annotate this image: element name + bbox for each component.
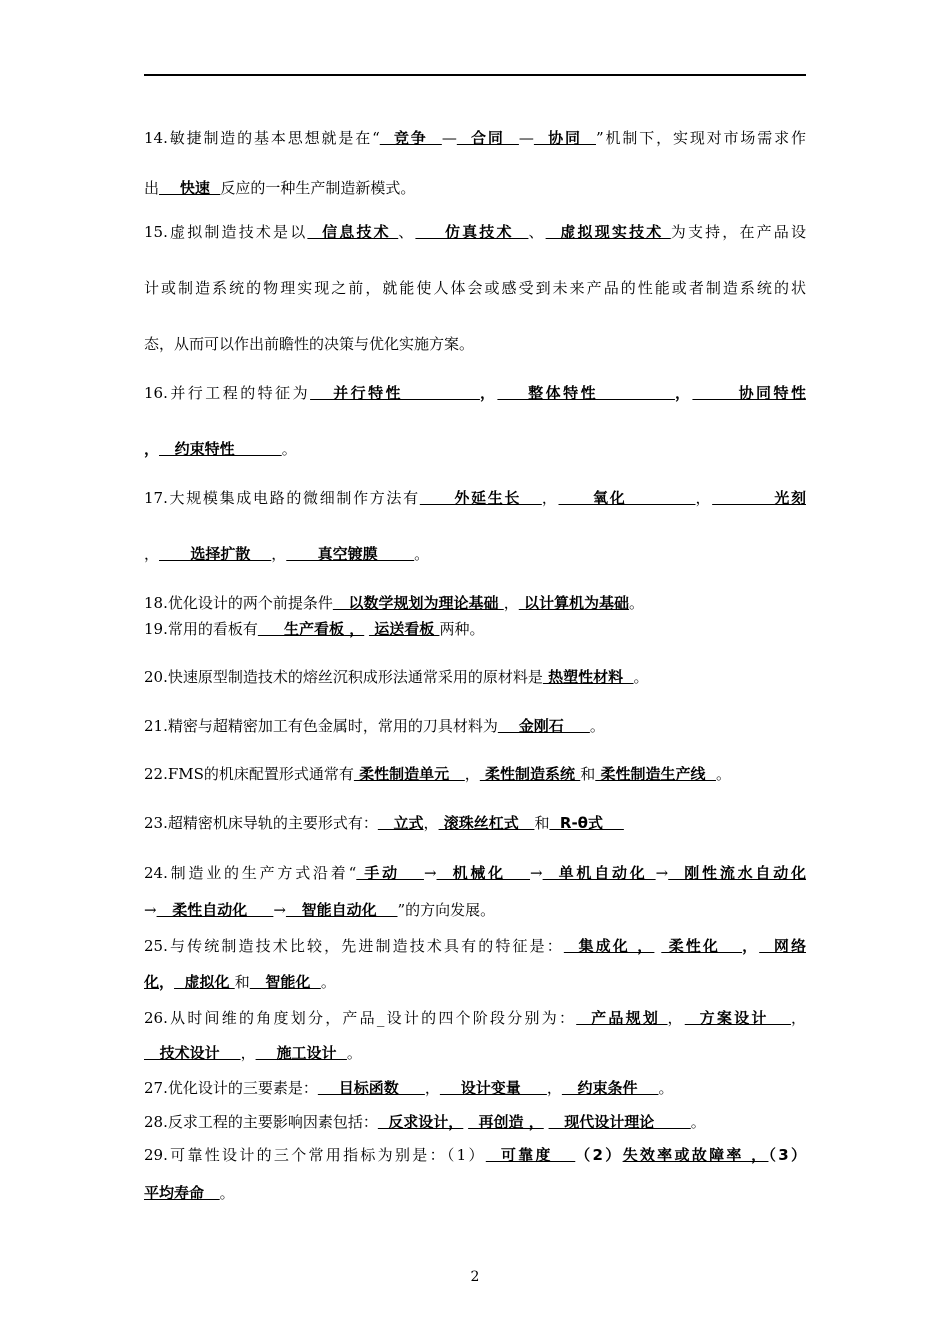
q23-text: 23.超精密机床导轨的主要形式有： — [144, 814, 378, 832]
q28-line — [144, 1112, 806, 1132]
q18-sep: ， — [503, 594, 519, 612]
q24-answer-6: 智能自动化 — [285, 901, 398, 919]
q22-answer-3: 柔性制造生产线 — [595, 765, 716, 783]
q25-answer-5: 智能化 — [249, 973, 321, 991]
q17-answer-5: 真空镀膜 — [286, 545, 415, 563]
q17-sep: ， — [271, 545, 287, 563]
q29-line-2 — [144, 1183, 806, 1203]
q17-sep: ， — [541, 489, 559, 507]
q14-answer-2: 合同 — [456, 129, 519, 147]
q17-answer-3: 光刻 — [712, 489, 806, 507]
q17-line-1 — [144, 488, 806, 508]
q26-line-2 — [144, 1043, 806, 1063]
q19-line — [144, 619, 806, 639]
q28-text: 28.反求工程的主要影响因素包括： — [144, 1113, 378, 1131]
q24-answer-2: 机械化 — [436, 864, 531, 882]
q17-text: 。 — [414, 545, 430, 563]
q23-sep: ， — [423, 814, 439, 832]
q14-answer-3: 协同 — [533, 129, 596, 147]
q21-answer-1: 金刚石 — [497, 717, 590, 735]
q24-answer-5: 柔性自动化 — [156, 901, 274, 919]
q16-text: 。 — [281, 440, 297, 458]
q18-text: 。 — [629, 594, 645, 612]
q24-answer-4: 刚性流水自动化 — [668, 864, 807, 882]
q20-answer-1: 热塑性材料 — [542, 668, 634, 686]
q24-text: 24.制造业的生产方式沿着“ — [144, 864, 357, 882]
page-number: 2 — [470, 1269, 480, 1285]
q19-text: 两种。 — [439, 620, 485, 638]
q22-text: 。 — [715, 765, 731, 783]
q19-answer-1: 生产看板 ， — [257, 620, 365, 638]
q25-text: 。 — [320, 973, 336, 991]
q27-line — [144, 1078, 806, 1098]
q18-text: 18.优化设计的两个前提条件 — [144, 594, 333, 612]
q20-text: 。 — [633, 668, 649, 686]
q27-text: 。 — [658, 1079, 674, 1097]
q26-text: 。 — [346, 1044, 362, 1062]
q24-arrow: → — [144, 901, 157, 919]
q17-sep: ， — [144, 545, 160, 563]
q14-text: 出 — [144, 179, 160, 197]
q21-text: 21.精密与超精密加工有色金属时，常用的刀具材料为 — [144, 717, 498, 735]
q14-answer-4: 快速 — [159, 179, 221, 197]
q18-answer-2: 以计算机为基础 — [518, 594, 629, 612]
q25-answer-3-cont: 化 — [144, 973, 160, 991]
q25-sep: ， — [742, 937, 760, 955]
q23-sep: 和 — [534, 814, 550, 832]
q26-sep: ， — [240, 1044, 256, 1062]
q15-sep: 、 — [398, 223, 416, 241]
q26-answer-2: 方案设计 — [684, 1009, 791, 1027]
q14-text: ”机制下，实现对市场需求作 — [595, 129, 807, 147]
q29-label: （3） — [768, 1146, 806, 1164]
q25-text: 25.与传统制造技术比较，先进制造技术具有的特征是： — [144, 937, 564, 955]
q17-answer-2: 氧化 — [558, 489, 696, 507]
q26-answer-4: 施工设计 — [255, 1044, 347, 1062]
q29-line-1 — [144, 1145, 806, 1165]
q29-answer-1: 可靠度 — [485, 1146, 576, 1164]
q27-text: 27.优化设计的三要素是： — [144, 1079, 318, 1097]
q14-dash: — — [441, 129, 457, 147]
q23-answer-3: R-θ式 — [549, 814, 624, 832]
q25-answer-3: 网络 — [759, 937, 807, 955]
q20-text: 20.快速原型制造技术的熔丝沉积成形法通常采用的原材料是 — [144, 668, 543, 686]
q16-sep: ， — [674, 384, 693, 402]
q17-text: 17.大规模集成电路的微细制作方法有 — [144, 489, 420, 507]
q24-line-2 — [144, 900, 806, 920]
q16-text: 16.并行工程的特征为 — [144, 384, 311, 402]
q29-label: （2） — [575, 1146, 623, 1164]
q29-answer-2: 失效率或故障率 ， — [622, 1146, 769, 1164]
q28-text: 。 — [690, 1113, 706, 1131]
q15-sep: 、 — [528, 223, 546, 241]
q17-line-2 — [144, 544, 806, 564]
q19-text: 19.常用的看板有 — [144, 620, 258, 638]
q29-text: 。 — [219, 1184, 235, 1202]
q25-answer-2: 柔性化 — [661, 937, 743, 955]
q15-line-3: 态，从而可以作出前瞻性的决策与优化实施方案。 — [144, 335, 475, 353]
q14-answer-1: 竞争 — [379, 129, 442, 147]
q22-sep: 和 — [580, 765, 596, 783]
q16-sep: ， — [144, 440, 160, 458]
q24-arrow: → — [655, 864, 669, 882]
q24-arrow: → — [273, 901, 286, 919]
q29-answer-3: 平均寿命 — [144, 1184, 220, 1202]
q14-text: 14.敏捷制造的基本思想就是在“ — [144, 129, 380, 147]
q20-line — [144, 667, 806, 687]
q25-sep: ， — [159, 973, 175, 991]
q27-sep: ， — [546, 1079, 562, 1097]
q23-answer-1: 立式 — [377, 814, 424, 832]
q15-answer-2: 仿真技术 — [415, 223, 529, 241]
q24-answer-1: 手动 — [356, 864, 424, 882]
q16-answer-4: 约束特性 — [159, 440, 282, 458]
q15-answer-1: 信息技术 — [307, 223, 399, 241]
q28-answer-1: 反求设计， — [377, 1113, 464, 1131]
q27-answer-1: 目标函数 — [317, 1079, 425, 1097]
q22-answer-2: 柔性制造系统 — [479, 765, 581, 783]
q21-text: 。 — [589, 717, 605, 735]
q24-text: ”的方向发展。 — [397, 901, 496, 919]
q26-text: 26.从时间维的角度划分，产品_设计的四个阶段分别为： — [144, 1009, 577, 1027]
q16-line-2 — [144, 439, 806, 459]
q14-line-1 — [144, 128, 806, 148]
q18-answer-1: 以数学规划为理论基础 — [332, 594, 504, 612]
header-rule — [144, 74, 806, 76]
q25-answer-4: 虚拟化 — [174, 973, 235, 991]
q16-line-1 — [144, 383, 806, 403]
q27-answer-3: 约束条件 — [561, 1079, 659, 1097]
q24-answer-3: 单机自动化 — [542, 864, 656, 882]
q15-text: 为支持，在产品设 — [670, 223, 806, 241]
q21-line — [144, 716, 806, 736]
q15-line-2: 计或制造系统的物理实现之前，就能使人体会或感受到未来产品的性能或者制造系统的状 — [144, 279, 806, 297]
q14-line-2 — [144, 178, 806, 198]
q17-answer-4: 选择扩散 — [159, 545, 272, 563]
q26-sep: ， — [667, 1009, 685, 1027]
q25-sep: 和 — [234, 973, 250, 991]
q23-answer-2: 滚珠丝杠式 — [438, 814, 535, 832]
q15-answer-3: 虚拟现实技术 — [545, 223, 671, 241]
q26-answer-1: 产品规划 — [576, 1009, 668, 1027]
q24-arrow: → — [423, 864, 437, 882]
q22-sep: ， — [464, 765, 480, 783]
q16-answer-1: 并行特性 — [310, 384, 480, 402]
q23-line — [144, 813, 806, 833]
q16-answer-2: 整体特性 — [497, 384, 675, 402]
q14-text: 反应的一种生产制造新模式。 — [220, 179, 416, 197]
q27-sep: ， — [424, 1079, 440, 1097]
q27-answer-2: 设计变量 — [439, 1079, 547, 1097]
q19-answer-2: 运送看板 — [368, 620, 440, 638]
q24-line-1 — [144, 863, 806, 883]
q22-line — [144, 764, 806, 784]
q25-line-1 — [144, 936, 806, 956]
q18-line — [144, 593, 806, 613]
q25-answer-1: 集成化 ， — [563, 937, 655, 955]
q15-line-1 — [144, 222, 806, 242]
q17-sep: ， — [695, 489, 713, 507]
q28-answer-2: 再创造 ， — [468, 1113, 544, 1131]
q15-text: 15.虚拟制造技术是以 — [144, 223, 308, 241]
q26-answer-3: 技术设计 — [144, 1044, 241, 1062]
q29-text: 29.可靠性设计的三个常用指标为别是：（1） — [144, 1146, 486, 1164]
q26-line-1 — [144, 1008, 806, 1028]
q22-answer-1: 柔性制造单元 — [353, 765, 465, 783]
q14-dash: — — [518, 129, 534, 147]
q25-line-2 — [144, 972, 806, 992]
q22-text: 22.FMS的机床配置形式通常有 — [144, 765, 354, 783]
q16-answer-3: 协同特性 — [692, 384, 806, 402]
q26-sep: ， — [790, 1009, 806, 1027]
q16-sep: ， — [479, 384, 498, 402]
q28-answer-3: 现代设计理论 — [548, 1113, 691, 1131]
q24-arrow: → — [530, 864, 543, 882]
q17-answer-1: 外延生长 — [419, 489, 542, 507]
